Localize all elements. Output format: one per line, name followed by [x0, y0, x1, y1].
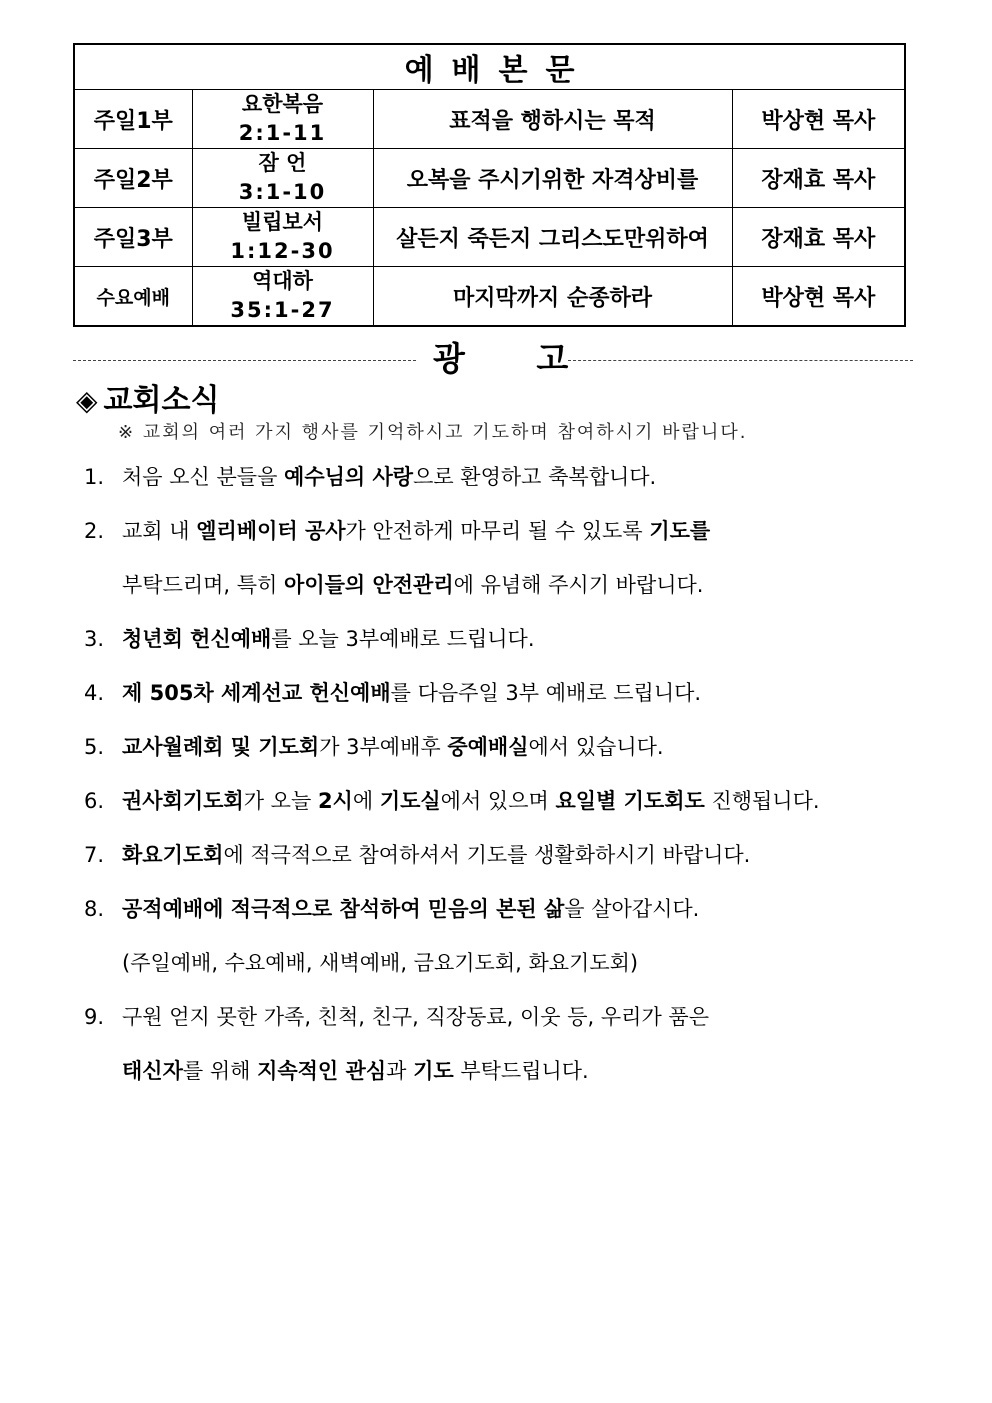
announcements-header	[73, 333, 913, 378]
preacher: 박상현 목사	[732, 90, 905, 149]
preacher: 박상현 목사	[732, 267, 905, 327]
notice-emphasis: 교사월례회 및 기도회	[122, 735, 320, 759]
notice-number: 8.	[84, 897, 105, 921]
section-title	[76, 375, 219, 419]
notice-text: 과	[386, 1059, 414, 1083]
notice-text: 에 적극적으로 참여하셔서 기도를 생활화하시기 바랍니다.	[223, 843, 751, 867]
notice-text: 진행됩니다.	[704, 789, 820, 813]
notice-emphasis: 예수님의 사랑	[284, 465, 414, 489]
announcements-title: 광 고	[433, 339, 599, 378]
notice-text: 교회 내	[122, 519, 197, 543]
passage	[192, 149, 373, 208]
notice-item	[84, 612, 944, 666]
notice-item	[84, 882, 944, 990]
divider-right	[568, 360, 913, 361]
notice-emphasis: 화요기도회	[122, 843, 224, 867]
notice-number: 4.	[84, 681, 105, 705]
notice-emphasis: 권사회기도회	[122, 789, 244, 813]
service-name: 주일1부	[74, 90, 192, 149]
passage-ref: 35:1-27	[230, 298, 335, 322]
passage-ref: 1:12-30	[230, 239, 335, 263]
notice-continuation	[84, 1044, 944, 1098]
passage-book: 잠 언	[258, 151, 307, 175]
notice-emphasis: 지속적인 관심	[257, 1059, 387, 1083]
notice-emphasis: 제 505차 세계선교 헌신예배	[122, 681, 391, 705]
passage-book: 빌립보서	[241, 210, 324, 234]
notice-text: (주일예배, 수요예배, 새벽예배, 금요기도회, 화요기도회)	[122, 951, 639, 975]
notice-item	[84, 774, 944, 828]
notice-emphasis: 2시	[317, 789, 353, 813]
passage-ref: 3:1-10	[238, 180, 327, 204]
passage	[192, 267, 373, 327]
preacher: 장재효 목사	[732, 149, 905, 208]
notice-number: 9.	[84, 1005, 105, 1029]
schedule-row	[74, 267, 905, 327]
notice-continuation	[84, 558, 944, 612]
notice-text: 에	[352, 789, 380, 813]
notice-number: 6.	[84, 789, 105, 813]
notice-text: 구원 얻지 못한 가족, 친척, 친구, 직장동료, 이웃 등, 우리가 품은	[122, 1005, 709, 1029]
notice-emphasis: 요일별 기도회도	[555, 789, 705, 813]
notice-text: 가 오늘	[243, 789, 318, 813]
notice-text: 가 안전하게 마무리 될 수 있도록	[345, 519, 650, 543]
notice-emphasis: 기도실	[379, 789, 441, 813]
notice-item	[84, 720, 944, 774]
notice-text: 를 위해	[182, 1059, 258, 1083]
passage	[192, 90, 373, 149]
diamond-bullet-icon: ◈	[76, 384, 98, 417]
schedule-row	[74, 149, 905, 208]
notice-number: 2.	[84, 519, 105, 543]
notice-text: 부탁드립니다.	[453, 1059, 589, 1083]
notice-emphasis: 중예배실	[447, 735, 529, 759]
notice-number: 1.	[84, 465, 105, 489]
notice-item	[84, 990, 944, 1098]
notice-item	[84, 828, 944, 882]
notice-text: 를 오늘 3부예배로 드립니다.	[271, 627, 535, 651]
notice-text: 에 유념해 주시기 바랍니다.	[453, 573, 704, 597]
notice-text: 에서 있습니다.	[528, 735, 664, 759]
sermon-title: 오복을 주시기위한 자격상비를	[373, 149, 732, 208]
notice-continuation	[84, 936, 944, 990]
notice-emphasis: 태신자	[122, 1059, 183, 1083]
sermon-title: 표적을 행하시는 목적	[373, 90, 732, 149]
notice-item	[84, 666, 944, 720]
passage-book: 역대하	[252, 269, 313, 293]
section-title-text: 교회소식	[103, 383, 220, 418]
notice-number: 3.	[84, 627, 105, 651]
service-name: 주일3부	[74, 208, 192, 267]
notice-text: 가 3부예배후	[319, 735, 448, 759]
notice-emphasis: 기도	[413, 1059, 454, 1083]
notice-text: 을 살아갑시다.	[564, 897, 700, 921]
schedule-row	[74, 90, 905, 149]
passage-book: 요한복음	[241, 92, 324, 116]
notice-text: 부탁드리며, 특히	[122, 573, 285, 597]
passage	[192, 208, 373, 267]
notice-number: 7.	[84, 843, 105, 867]
notice-emphasis: 기도를	[649, 519, 711, 543]
notice-text: 처음 오신 분들을	[122, 465, 285, 489]
notice-text: 를 다음주일 3부 예배로 드립니다.	[390, 681, 702, 705]
notice-item	[84, 450, 944, 504]
notice-emphasis: 공적예배에 적극적으로 참석하여 믿음의 본된 삶	[122, 897, 565, 921]
sermon-title: 살든지 죽든지 그리스도만위하여	[373, 208, 732, 267]
notice-emphasis: 엘리베이터 공사	[196, 519, 346, 543]
notice-item	[84, 504, 944, 612]
notice-text: 으로 환영하고 축복합니다.	[413, 465, 657, 489]
worship-schedule-table	[73, 43, 906, 327]
notice-emphasis: 아이들의 안전관리	[284, 573, 454, 597]
notice-list	[84, 450, 944, 1098]
preacher: 장재효 목사	[732, 208, 905, 267]
schedule-row	[74, 208, 905, 267]
passage-ref: 2:1-11	[238, 121, 327, 145]
schedule-title: 예배본문	[74, 44, 905, 90]
divider-left	[73, 360, 416, 361]
sermon-title: 마지막까지 순종하라	[373, 267, 732, 327]
notice-emphasis: 청년회 헌신예배	[122, 627, 272, 651]
service-name: 수요예배	[74, 267, 192, 327]
service-name: 주일2부	[74, 149, 192, 208]
notice-number: 5.	[84, 735, 105, 759]
section-note: ※ 교회의 여러 가지 행사를 기억하시고 기도하며 참여하시기 바랍니다.	[118, 422, 748, 443]
notice-text: 에서 있으며	[440, 789, 556, 813]
